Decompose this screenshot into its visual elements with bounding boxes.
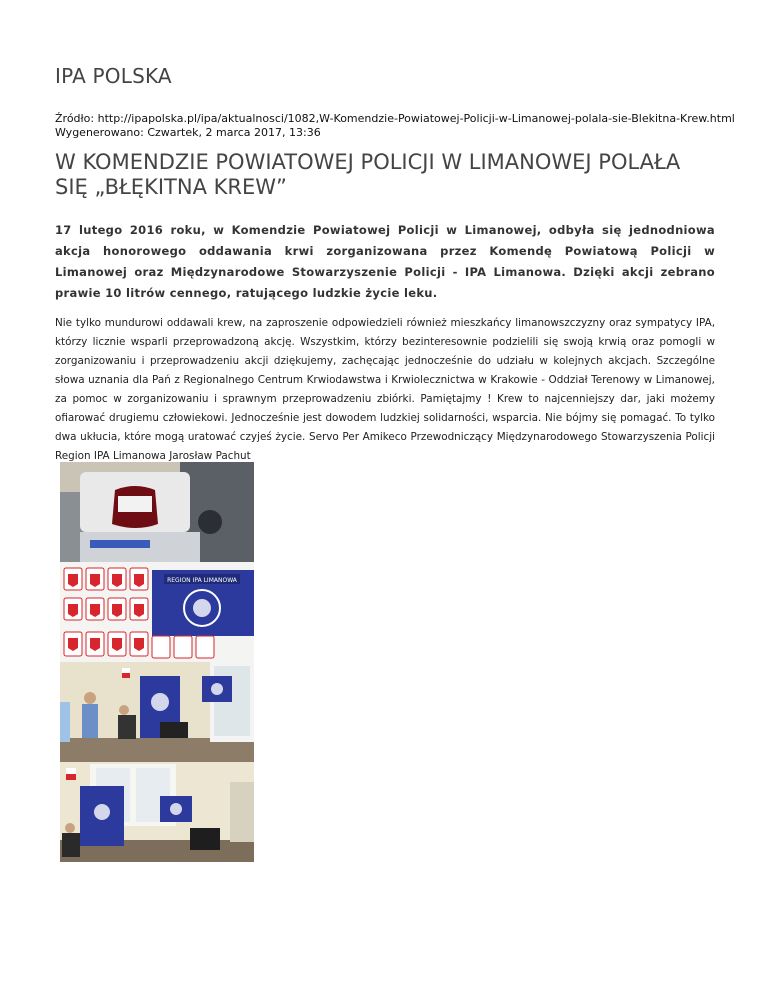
photo-blood-bag bbox=[60, 462, 254, 562]
source-url[interactable]: http://ipapolska.pl/ipa/aktualnosci/1082,W-Komendzie-Powiatowej-Policji-w-Limanowej-polala-sie-Blekitna-Krew.html bbox=[97, 112, 735, 125]
photo-donation-room bbox=[60, 662, 254, 762]
article-lead: 17 lutego 2016 roku, w Komendzie Powiatowej Policji w Limanowej, odbyła się jednodniowa akcja honorowego oddawania krwi zorganizowana przez Komendę Powiatową Policji w Limanowej oraz Międzynarodowe Stowarzyszenie Policji - IPA Limanowa. Dzięki akcji zebrano prawie 10 litrów cennego, ratującego ludzkie życie leku. bbox=[55, 223, 715, 300]
article-body: Nie tylko mundurowi oddawali krew, na zaproszenie odpowiedzieli również mieszkańcy limanowszczyzny oraz sympatycy IPA, którzy licznie wsparli przeprowadzoną akcję. Wszystkim, którzy bezinteresownie podzielili się swoją krwią oraz pomogli w zorganizowaniu i przeprowadzeniu akcji dziękujemy, zachęcając jednocześnie do udziału w kolejnych akcjach. Szczególne słowa uznania dla Pań z Regionalnego Centrum Krwiodawstwa i Krwiolecznictwa w Krakowie - Oddział Terenowy w Limanowej, za pomoc w zorganizowaniu i sprawnym przeprowadzeniu zbiórki. Pamiętajmy ! Krew to najcenniejszy dar, jaki możemy ofiarować drugiemu człowiekowi. Jednocześnie jest dowodem ludzkiej solidarności, wsparcia. Nie bójmy się pomagać. To tylko dwa ukłucia, które mogą uratować czyjeś życie. Servo Per Amikeco Przewodniczący Międzynarodowego Stowarzyszenia Policji Region IPA Limanowa Jarosław Pachut bbox=[55, 317, 715, 462]
site-title: IPA POLSKA bbox=[55, 64, 172, 88]
source-label: Źródło: bbox=[55, 112, 95, 125]
article-headline: W KOMENDZIE POWIATOWEJ POLICJI W LIMANOWEJ POLAŁA SIĘ „BŁĘKITNA KREW” bbox=[55, 150, 681, 199]
photo-gallery bbox=[60, 462, 254, 862]
source-line bbox=[55, 112, 735, 126]
photo-donor-chairs bbox=[60, 762, 254, 862]
banner-text: REGION IPA LIMANOWA bbox=[167, 577, 237, 584]
generated-line: Wygenerowano: Czwartek, 2 marca 2017, 13:36 bbox=[55, 126, 321, 139]
document-meta bbox=[55, 112, 735, 140]
photo-mugs-banner bbox=[60, 562, 254, 662]
